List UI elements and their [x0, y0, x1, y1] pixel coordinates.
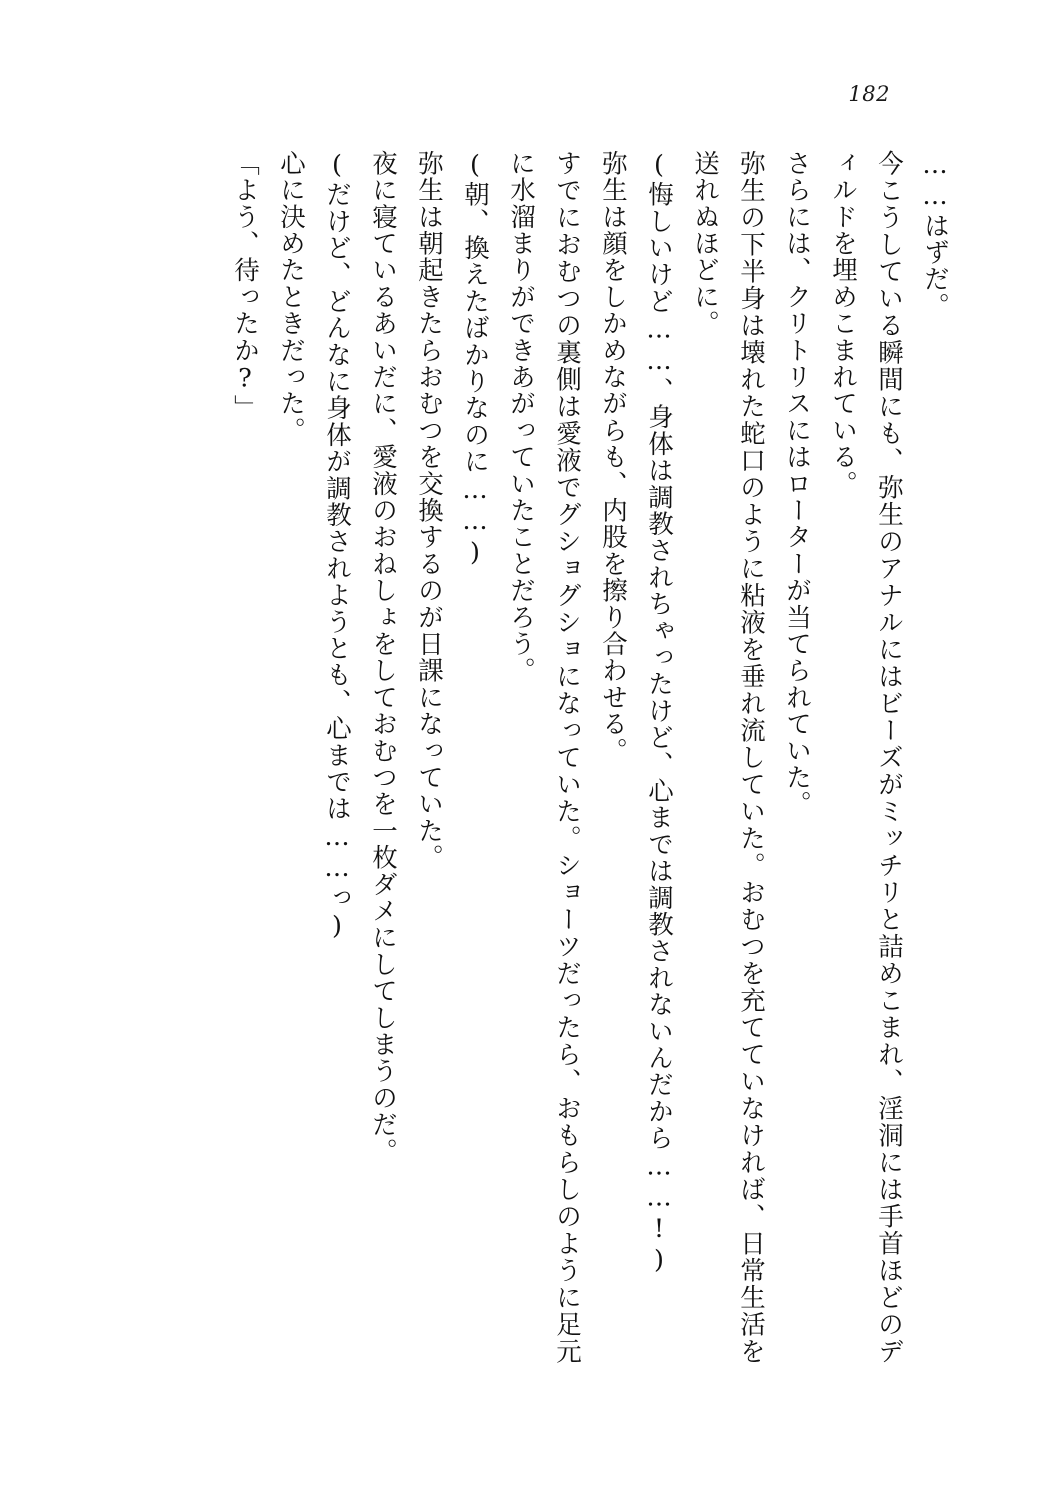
paragraph: 「よう、待ったか?」	[230, 150, 260, 422]
paragraph: (悔しいけど……、身体は調教されちゃったけど、心までは調教されないんだから……!)	[644, 150, 674, 1277]
page-body-text	[118, 150, 958, 1365]
paragraph: (朝、換えたばかりなのに……)	[460, 150, 490, 569]
paragraph: 夜に寝ているあいだに、愛液のおねしょをしておむつを一枚ダメにしてしまうのだ。	[368, 150, 398, 1165]
paragraph: 今こうしている瞬間にも、弥生のアナルにはビーズがミッチリと詰めこまれ、淫洞には手首ほどのディルドを埋めこまれている。	[828, 150, 904, 1365]
paragraph: (だけど、どんなに身体が調教されようとも、心までは……っ)	[322, 150, 352, 943]
paragraph: 弥生の下半身は壊れた蛇口のように粘液を垂れ流していた。おむつを充てていなければ、日常生活を送れぬほどに。	[690, 150, 766, 1365]
page-number: 182	[848, 82, 890, 106]
paragraph: 弥生は朝起きたらおむつを交換するのが日課になっていた。	[414, 150, 444, 871]
paragraph: さらには、クリトリスにはローターが当てられていた。	[782, 150, 812, 818]
paragraph: すでにおむつの裏側は愛液でグショグショになっていた。ショーツだったら、おもらしのように足元に水溜まりができあがっていたことだろう。	[506, 150, 582, 1365]
paragraph: 弥生は顔をしかめながらも、内股を擦り合わせる。	[598, 150, 628, 765]
paragraph: 心に決めたときだった。	[276, 150, 306, 444]
paragraph: ……はずだ。	[920, 150, 950, 320]
